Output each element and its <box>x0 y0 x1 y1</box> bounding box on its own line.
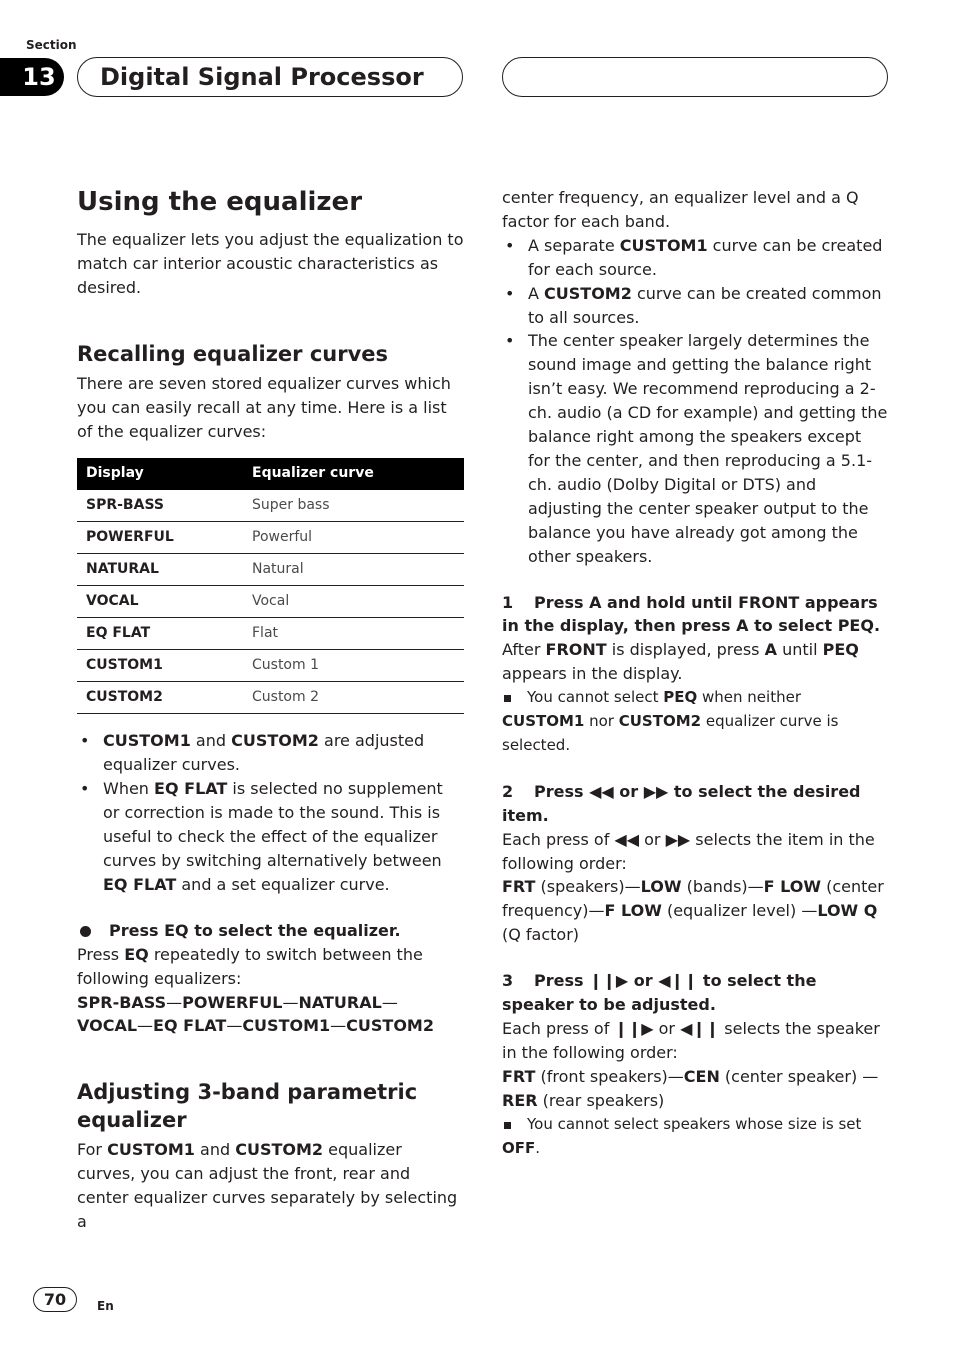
table-cell: Custom 1 <box>243 650 464 682</box>
curve-notes-list <box>77 729 464 896</box>
right-column <box>502 186 888 1160</box>
left-column <box>77 185 464 1234</box>
recall-paragraph: There are seven stored equalizer curves which you can easily recall at any time. Here is a list of the equalizer curves: <box>77 373 451 441</box>
section-number-badge: 13 <box>0 58 64 96</box>
table-cell: POWERFUL <box>77 522 243 554</box>
table-cell: CUSTOM2 <box>77 682 243 714</box>
table-header: Display <box>77 458 243 490</box>
intro-paragraph: The equalizer lets you adjust the equalization to match car interior acoustic characteristics as desired. <box>77 230 464 297</box>
list-item: • CUSTOM1 and CUSTOM2 are adjusted equalizer curves. <box>77 729 464 777</box>
step-3-heading: 3 Press ❙❙▶ or ◀❙❙ to select the speaker to be adjusted. <box>502 971 817 1015</box>
press-eq-paragraph: Press EQ repeatedly to switch between the following equalizers: <box>77 944 423 988</box>
table-row <box>77 554 464 586</box>
table-cell: NATURAL <box>77 554 243 586</box>
step-2-heading: 2 Press ◀◀ or ▶▶ to select the desired item. <box>502 781 861 825</box>
recall-heading: Recalling equalizer curves <box>77 341 389 366</box>
adjust-heading: Adjusting 3-band parametric equalizer <box>77 1080 418 1133</box>
table-cell: Flat <box>243 618 464 650</box>
list-item: • A separate CUSTOM1 curve can be created for each source. <box>502 234 888 282</box>
step-3-text: Each press of ❙❙▶ or ◀❙❙ selects the speaker in the following order: <box>502 1019 880 1062</box>
list-item: • The center speaker largely determines the sound image and getting the balance right isn’t easy. We recommend reproducing a 2-ch. audio (a CD for example) and getting the balance right among the speakers except for the center, and then reproducing a 5.1-ch. audio (Dolby Digital or DTS) and adjusting the center speaker output to the balance you have already got among the other speakers. <box>502 329 888 568</box>
table-cell: Custom 2 <box>243 682 464 714</box>
step-2-text: Each press of ◀◀ or ▶▶ selects the item in the following order: <box>502 829 875 873</box>
page-number: 70 <box>33 1287 77 1312</box>
table-cell: EQ FLAT <box>77 618 243 650</box>
equalizer-sequence: SPR-BASS—POWERFUL—NATURAL— VOCAL—EQ FLAT—CUSTOM1—CUSTOM2 <box>77 992 434 1036</box>
step-1-note-cont: CUSTOM1 nor CUSTOM2 equalizer curve is selected. <box>502 712 839 754</box>
equalizer-table <box>77 458 464 714</box>
page-title: Using the equalizer <box>77 187 363 217</box>
list-item: • A CUSTOM2 curve can be created common to all sources. <box>502 282 888 330</box>
step-3-note-cont: OFF. <box>502 1138 541 1157</box>
table-cell: SPR-BASS <box>77 490 243 522</box>
table-cell: Natural <box>243 554 464 586</box>
step-1-heading: 1 Press A and hold until FRONT appears in the display, then press A to select PEQ. <box>502 592 881 636</box>
section-label: Section <box>26 38 77 52</box>
table-row <box>77 586 464 618</box>
step-2-order: FRT (speakers)—LOW (bands)—F LOW (center frequency)—F LOW (equalizer level) —LOW Q (Q factor) <box>502 877 884 945</box>
step-3-order: FRT (front speakers)—CEN (center speaker) —RER (rear speakers) <box>502 1066 879 1110</box>
press-eq-heading: Press EQ to select the equalizer. <box>77 919 464 943</box>
continued-paragraph: center frequency, an equalizer level and a Q factor for each band. <box>502 188 859 231</box>
header-blank-pill <box>502 57 888 97</box>
chapter-title: Digital Signal Processor <box>77 57 463 97</box>
table-header: Equalizer curve <box>243 458 464 490</box>
table-row <box>77 618 464 650</box>
table-row <box>77 682 464 714</box>
step-1-text: After FRONT is displayed, press A until PEQ appears in the display. <box>502 640 859 684</box>
table-cell: CUSTOM1 <box>77 650 243 682</box>
table-cell: VOCAL <box>77 586 243 618</box>
table-cell: Vocal <box>243 586 464 618</box>
table-row <box>77 522 464 554</box>
table-header-row <box>77 458 464 490</box>
custom-notes-list <box>502 234 888 569</box>
table-row <box>77 650 464 682</box>
step-3-note: You cannot select speakers whose size is set <box>502 1113 888 1137</box>
table-cell: Super bass <box>243 490 464 522</box>
table-row <box>77 490 464 522</box>
table-cell: Powerful <box>243 522 464 554</box>
step-1-note: You cannot select PEQ when neither <box>502 686 888 710</box>
adjust-paragraph: For CUSTOM1 and CUSTOM2 equalizer curves, you can adjust the front, rear and center equalizer curves separately by selecting a <box>77 1140 458 1232</box>
list-item: • When EQ FLAT is selected no supplement or correction is made to the sound. This is useful to check the effect of the equalizer curves by switching alternatively between EQ FLAT and a set equalizer curve. <box>77 777 464 897</box>
language-label: En <box>97 1299 114 1313</box>
